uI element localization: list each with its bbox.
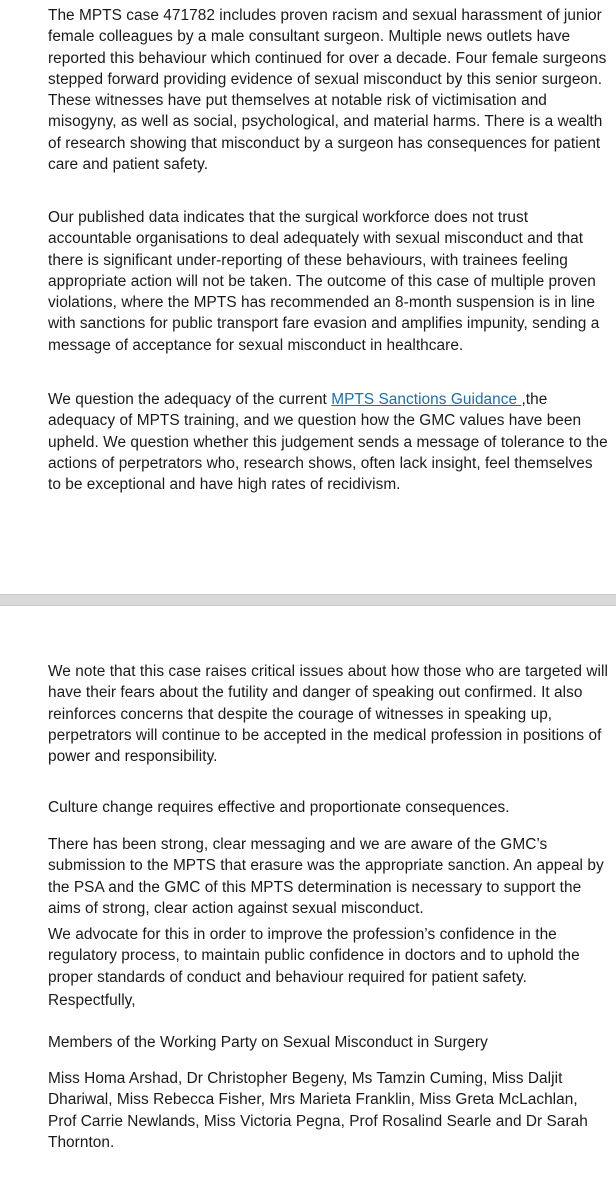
paragraph-published-data: Our published data indicates that the surgical workforce does not trust accountable organisations to deal adequately with sexual misconduct and that there is significant under-reporting of these behaviours, with trainees feeling appropriate action will not be taken. The outcome of this case of multiple proven violations, where the MPTS has recommended an 8-month suspension is in line with sanctions for public transport fare evasion and amplifies impunity, sending a message of acceptance for sexual misconduct in healthcare.: [48, 209, 600, 354]
paragraph-gmc-submission: There has been strong, clear messaging and we are aware of the GMC’s submission to the MPTS that erasure was the appropriate sanction. An appeal by the PSA and the GMC of this MPTS determination is necessary to support the aims of strong, clear action against sexual misconduct.: [48, 836, 604, 917]
document-page-2: [0, 606, 616, 1200]
paragraph-question-text-end: ,the adequacy of MPTS training, and we question how the GMC values have been upheld. We question whether this judgement sends a message of tolerance to the actions of perpetrators who, research shows, often lack insight, feel themselves to be exceptional and have high rates of recidivism.: [48, 391, 608, 494]
paragraph-advocacy: We advocate for this in order to improve the profession’s confidence in the regulatory process, to maintain public confidence in doctors and to uphold the proper standards of conduct and behaviour required for patient safety.: [48, 926, 580, 986]
paragraph-question-text-start: We question the adequacy of the current: [48, 391, 332, 408]
document-page-1: [0, 0, 616, 594]
paragraph-case-summary: The MPTS case 471782 includes proven racism and sexual harassment of junior female colleagues by a male consultant surgeon. Multiple news outlets have reported this behaviour which continued for over a decade. Four female surgeons stepped forward providing evidence of sexual misconduct by this senior surgeon. These witnesses have put themselves at notable risk of victimisation and misogyny, as well as social, psychological, and material harms. There is a wealth of research showing that misconduct by a surgeon has consequences for patient care and patient safety.: [48, 7, 607, 174]
paragraph-culture-change: Culture change requires effective and proportionate consequences.: [48, 799, 510, 816]
closing-salutation: Respectfully,: [48, 992, 136, 1009]
paragraph-question-adequacy: [48, 389, 608, 495]
page-separator: [0, 594, 616, 606]
paragraph-critical-issues: We note that this case raises critical issues about how those who are targeted will have their fears about the futility and danger of speaking out confirmed. It also reinforces concerns that despite the courage of witnesses in speaking up, perpetrators will continue to be accepted in the medical profession in positions of power and responsibility.: [48, 663, 608, 766]
mpts-sanctions-guidance-link[interactable]: MPTS Sanctions Guidance: [331, 391, 522, 408]
signatories-list: Miss Homa Arshad, Dr Christopher Begeny, Ms Tamzin Cuming, Miss Daljit Dhariwal, Miss Rebecca Fisher, Mrs Marieta Franklin, Miss Greta McLachlan, Prof Carrie Newlands, Miss Victoria Pegna, Prof Rosalind Searle and Dr Sarah Thornton.: [48, 1070, 588, 1151]
signature-group: Members of the Working Party on Sexual Misconduct in Surgery: [48, 1034, 488, 1051]
